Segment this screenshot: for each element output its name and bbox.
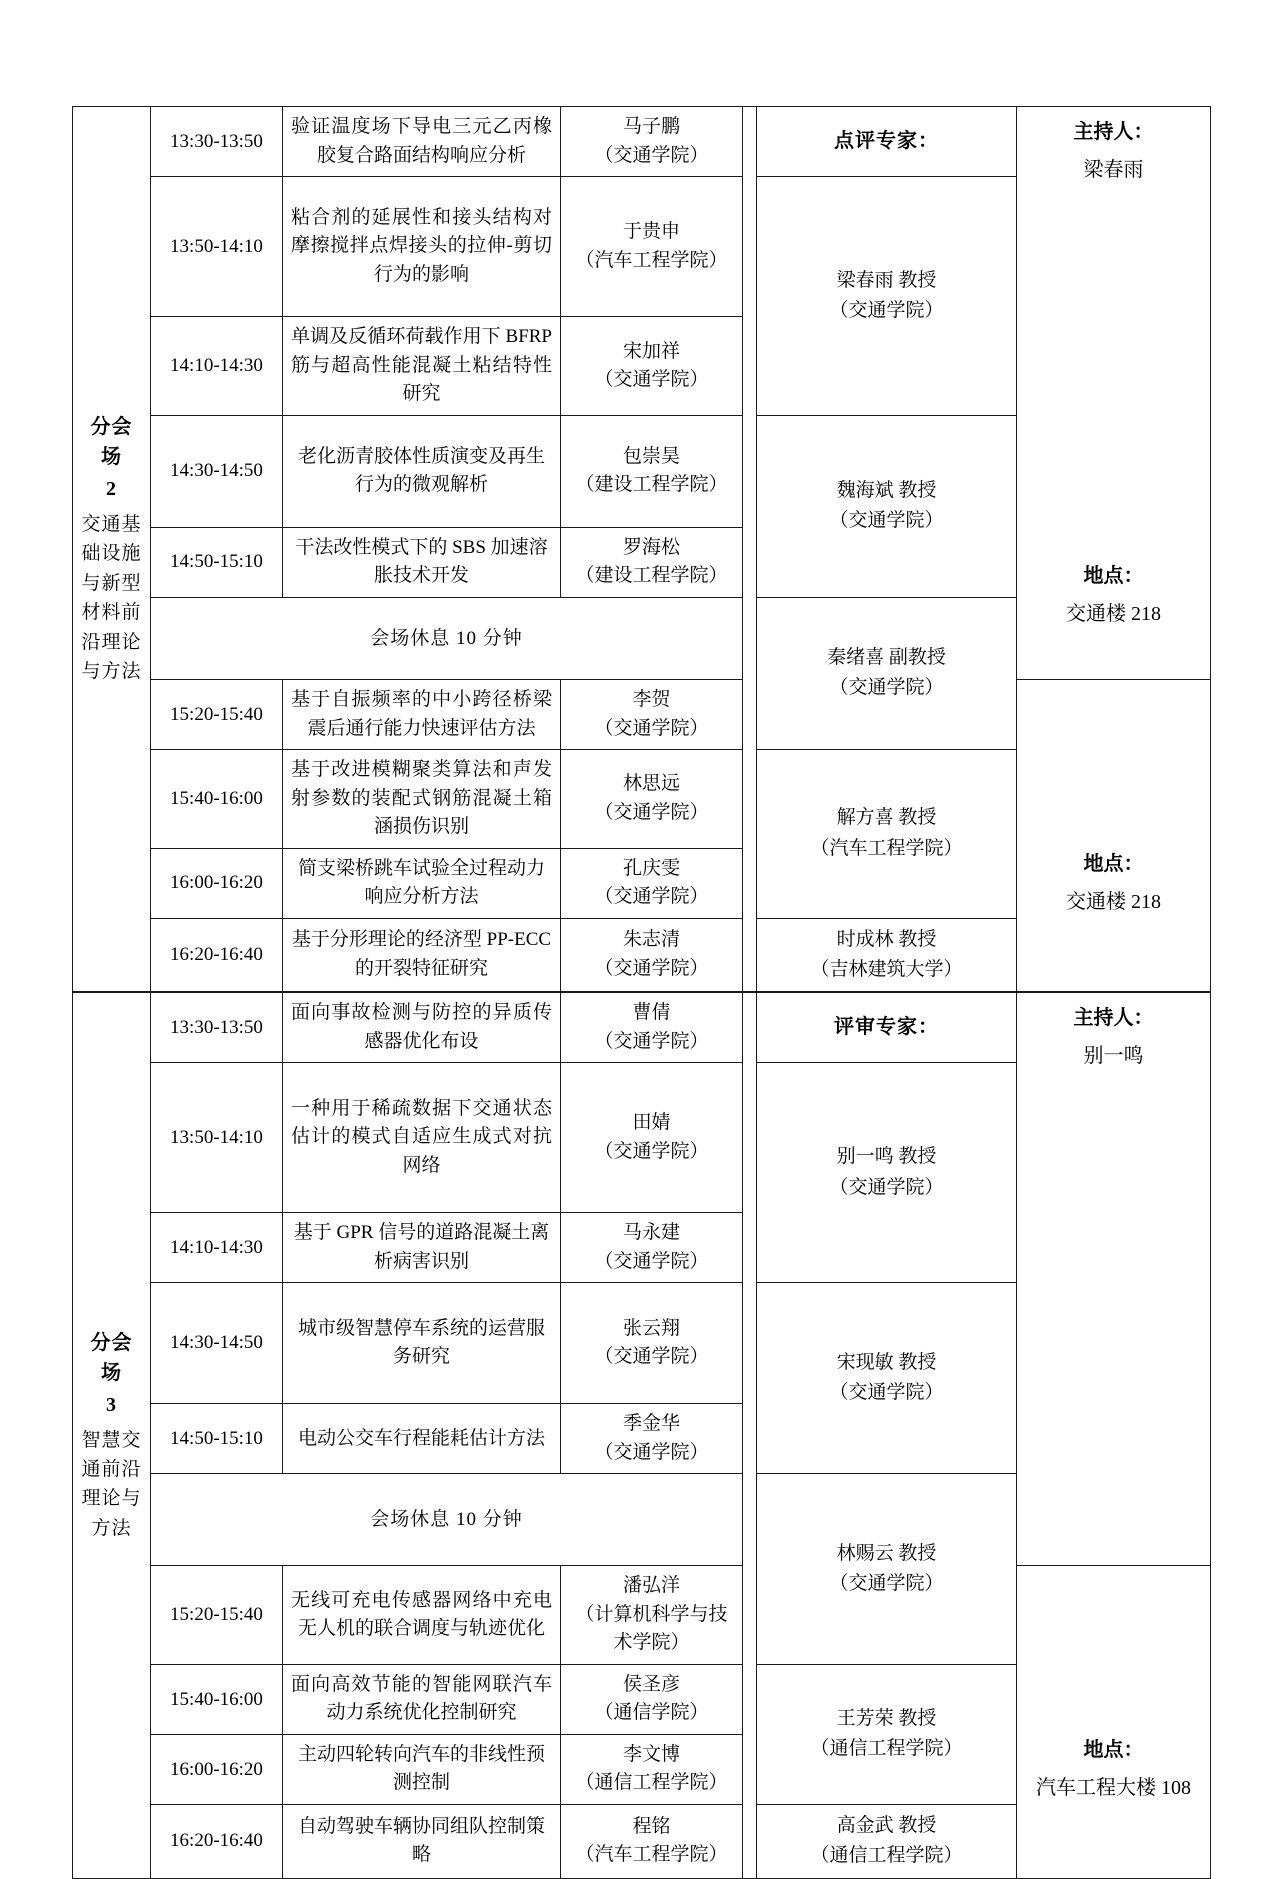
author-name: 林思远 xyxy=(622,773,680,795)
expert-dept: （交通学院） xyxy=(829,510,944,532)
expert-dept: （吉林建筑大学） xyxy=(810,958,963,980)
row-title: 自动驾驶车辆协同组队控制策略 xyxy=(283,1804,561,1878)
author-dept: （交通学院） xyxy=(594,957,709,979)
expert-entry xyxy=(757,918,1017,992)
author-dept: （建设工程学院） xyxy=(575,565,728,587)
row-title: 基于分形理论的经济型 PP-ECC 的开裂特征研究 xyxy=(283,918,561,992)
host-name: 梁春雨 xyxy=(1083,159,1144,181)
session-number: 2 xyxy=(106,477,117,500)
author-name: 孔庆雯 xyxy=(622,857,680,879)
author-name: 潘弘洋 xyxy=(622,1575,680,1597)
expert-entry xyxy=(757,750,1017,919)
row-time: 13:50-14:10 xyxy=(151,177,283,317)
author-name: 马永建 xyxy=(622,1222,680,1244)
session-subtitle: 交通基础设施与新型材料前沿理论与方法 xyxy=(81,513,142,683)
row-time: 14:10-14:30 xyxy=(151,317,283,416)
place-label: 地点： xyxy=(1083,565,1144,587)
author-dept: （交通学院） xyxy=(594,1140,709,1162)
author-dept: （通信工程学院） xyxy=(575,1772,728,1794)
host-label: 主持人： xyxy=(1073,1007,1154,1030)
row-title: 老化沥青胶体性质演变及再生行为的微观解析 xyxy=(283,415,561,527)
agenda-sheet xyxy=(72,106,1210,1879)
expert-entry xyxy=(757,415,1017,597)
row-time: 15:20-15:40 xyxy=(151,1566,283,1665)
expert-name: 解方喜 教授 xyxy=(836,807,937,829)
author-name: 于贵申 xyxy=(622,221,680,243)
row-author xyxy=(561,848,743,918)
expert-name: 魏海斌 教授 xyxy=(836,479,937,501)
row-title: 验证温度场下导电三元乙丙橡胶复合路面结构响应分析 xyxy=(283,107,561,177)
author-dept: （交通学院） xyxy=(594,1030,709,1052)
place-value: 交通楼 218 xyxy=(1066,603,1161,625)
row-time: 13:30-13:50 xyxy=(151,993,283,1063)
host-block-2 xyxy=(1017,107,1211,680)
expert-name: 高金武 教授 xyxy=(836,1814,937,1836)
expert-entry xyxy=(757,597,1017,749)
author-name: 曹倩 xyxy=(632,1002,671,1024)
row-title: 干法改性模式下的 SBS 加速溶胀技术开发 xyxy=(283,527,561,597)
row-time: 13:30-13:50 xyxy=(151,107,283,177)
row-title: 城市级智慧停车系统的运营服务研究 xyxy=(283,1283,561,1404)
row-author xyxy=(561,415,743,527)
row-author xyxy=(561,107,743,177)
expert-entry xyxy=(757,1664,1017,1804)
expert-entry xyxy=(757,177,1017,416)
break-row: 会场休息 10 分钟 xyxy=(151,597,743,679)
author-name: 朱志清 xyxy=(622,929,680,951)
session-prefix: 分会场 xyxy=(90,1331,133,1384)
row-author xyxy=(561,527,743,597)
row-title: 一种用于稀疏数据下交通状态估计的模式自适应生成式对抗网络 xyxy=(283,1063,561,1213)
row-title: 基于自振频率的中小跨径桥梁震后通行能力快速评估方法 xyxy=(283,680,561,750)
author-name: 宋加祥 xyxy=(622,340,680,362)
session-number: 3 xyxy=(106,1393,117,1416)
row-author xyxy=(561,1804,743,1878)
row-title: 粘合剂的延展性和接头结构对摩擦搅拌点焊接头的拉伸-剪切行为的影响 xyxy=(283,177,561,317)
author-name: 包崇昊 xyxy=(622,445,680,467)
author-name: 侯圣彦 xyxy=(622,1673,680,1695)
author-dept: （交通学院） xyxy=(594,717,709,739)
row-title: 无线可充电传感器网络中充电无人机的联合调度与轨迹优化 xyxy=(283,1566,561,1665)
row-author xyxy=(561,1664,743,1734)
table-row xyxy=(73,107,1211,177)
session-2-table xyxy=(72,106,1211,992)
author-dept: （通信学院） xyxy=(594,1702,709,1724)
column-gap xyxy=(743,107,757,992)
break-row: 会场休息 10 分钟 xyxy=(151,1474,743,1566)
row-author xyxy=(561,680,743,750)
row-time: 13:50-14:10 xyxy=(151,1063,283,1213)
expert-name: 秦绪喜 副教授 xyxy=(827,646,946,668)
expert-dept: （交通学院） xyxy=(829,677,944,699)
table-row xyxy=(73,1566,1211,1665)
row-author xyxy=(561,1283,743,1404)
expert-header-2: 点评专家： xyxy=(757,107,1017,177)
row-time: 16:00-16:20 xyxy=(151,848,283,918)
row-time: 14:30-14:50 xyxy=(151,415,283,527)
host-block-2-lower xyxy=(1017,680,1211,992)
expert-dept: （汽车工程学院） xyxy=(810,837,963,859)
row-author xyxy=(561,177,743,317)
expert-entry xyxy=(757,1063,1017,1283)
column-gap xyxy=(743,993,757,1878)
row-time: 15:40-16:00 xyxy=(151,1664,283,1734)
expert-dept: （交通学院） xyxy=(829,299,944,321)
place-label: 地点： xyxy=(1083,852,1144,875)
host-label: 主持人： xyxy=(1073,121,1154,143)
expert-name: 别一鸣 教授 xyxy=(836,1146,937,1168)
row-time: 16:00-16:20 xyxy=(151,1734,283,1804)
author-name: 程铭 xyxy=(632,1815,671,1837)
author-dept: （汽车工程学院） xyxy=(575,1844,728,1866)
author-name: 李文博 xyxy=(622,1743,680,1765)
author-dept: （交通学院） xyxy=(594,369,709,391)
row-title: 面向高效节能的智能网联汽车动力系统优化控制研究 xyxy=(283,1664,561,1734)
place-value: 汽车工程大楼 108 xyxy=(1036,1776,1191,1799)
expert-name: 时成林 教授 xyxy=(836,928,937,950)
author-dept: （交通学院） xyxy=(594,886,709,907)
row-author xyxy=(561,1213,743,1283)
row-title: 简支梁桥跳车试验全过程动力响应分析方法 xyxy=(283,848,561,918)
place-value: 交通楼 218 xyxy=(1066,890,1161,913)
row-time: 14:10-14:30 xyxy=(151,1213,283,1283)
session-3-table xyxy=(72,992,1211,1878)
row-title: 基于 GPR 信号的道路混凝土离析病害识别 xyxy=(283,1213,561,1283)
expert-dept: （交通学院） xyxy=(829,1382,944,1404)
row-time: 15:20-15:40 xyxy=(151,680,283,750)
host-name: 别一鸣 xyxy=(1083,1045,1144,1068)
session-subtitle: 智慧交通前沿理论与方法 xyxy=(81,1429,142,1539)
expert-name: 梁春雨 教授 xyxy=(836,269,937,291)
expert-dept: （交通学院） xyxy=(829,1176,944,1198)
author-name: 田婧 xyxy=(632,1112,671,1134)
row-author xyxy=(561,1063,743,1213)
author-dept: （汽车工程学院） xyxy=(575,249,728,271)
host-block-3-lower xyxy=(1017,1566,1211,1878)
row-title: 基于改进模糊聚类算法和声发射参数的装配式钢筋混凝土箱涵损伤识别 xyxy=(283,750,561,849)
expert-entry xyxy=(757,1804,1017,1878)
author-name: 罗海松 xyxy=(622,536,680,558)
expert-header-3: 评审专家： xyxy=(757,993,1017,1063)
expert-dept: （交通学院） xyxy=(829,1573,944,1595)
author-dept: （交通学院） xyxy=(594,801,709,823)
row-title: 面向事故检测与防控的异质传感器优化布设 xyxy=(283,993,561,1063)
row-time: 15:40-16:00 xyxy=(151,750,283,849)
author-name: 马子鹏 xyxy=(622,116,680,137)
expert-name: 宋现敏 教授 xyxy=(836,1351,937,1373)
author-dept: （建设工程学院） xyxy=(575,474,728,496)
row-title: 主动四轮转向汽车的非线性预测控制 xyxy=(283,1734,561,1804)
place-label: 地点： xyxy=(1083,1738,1144,1761)
author-name: 李贺 xyxy=(632,689,671,710)
row-time: 16:20-16:40 xyxy=(151,1804,283,1878)
author-dept: （计算机科学与技术学院） xyxy=(575,1603,728,1654)
row-title: 电动公交车行程能耗估计方法 xyxy=(283,1404,561,1474)
row-author xyxy=(561,317,743,416)
author-dept: （交通学院） xyxy=(594,1346,709,1368)
row-time: 14:30-14:50 xyxy=(151,1283,283,1404)
session-prefix: 分会场 xyxy=(90,415,133,468)
expert-entry xyxy=(757,1474,1017,1664)
row-author xyxy=(561,918,743,992)
host-block-3 xyxy=(1017,993,1211,1566)
row-author xyxy=(561,993,743,1063)
session-label-3 xyxy=(73,993,151,1878)
row-time: 14:50-15:10 xyxy=(151,1404,283,1474)
author-name: 张云翔 xyxy=(622,1317,680,1339)
expert-name: 王芳荣 教授 xyxy=(836,1707,937,1729)
author-dept: （交通学院） xyxy=(594,1250,709,1272)
row-title: 单调及反循环荷载作用下 BFRP 筋与超高性能混凝土粘结特性研究 xyxy=(283,317,561,416)
expert-entry xyxy=(757,1283,1017,1474)
author-name: 季金华 xyxy=(622,1413,680,1435)
row-author xyxy=(561,1404,743,1474)
author-dept: （交通学院） xyxy=(594,1441,709,1463)
expert-dept: （通信工程学院） xyxy=(810,1738,963,1760)
author-dept: （交通学院） xyxy=(594,144,709,166)
row-author xyxy=(561,1566,743,1665)
row-time: 16:20-16:40 xyxy=(151,918,283,992)
session-label-2 xyxy=(73,107,151,992)
expert-name: 林赐云 教授 xyxy=(836,1542,937,1564)
expert-dept: （通信工程学院） xyxy=(810,1845,963,1867)
table-row xyxy=(73,993,1211,1063)
table-row xyxy=(73,680,1211,750)
row-author xyxy=(561,1734,743,1804)
row-author xyxy=(561,750,743,849)
row-time: 14:50-15:10 xyxy=(151,527,283,597)
